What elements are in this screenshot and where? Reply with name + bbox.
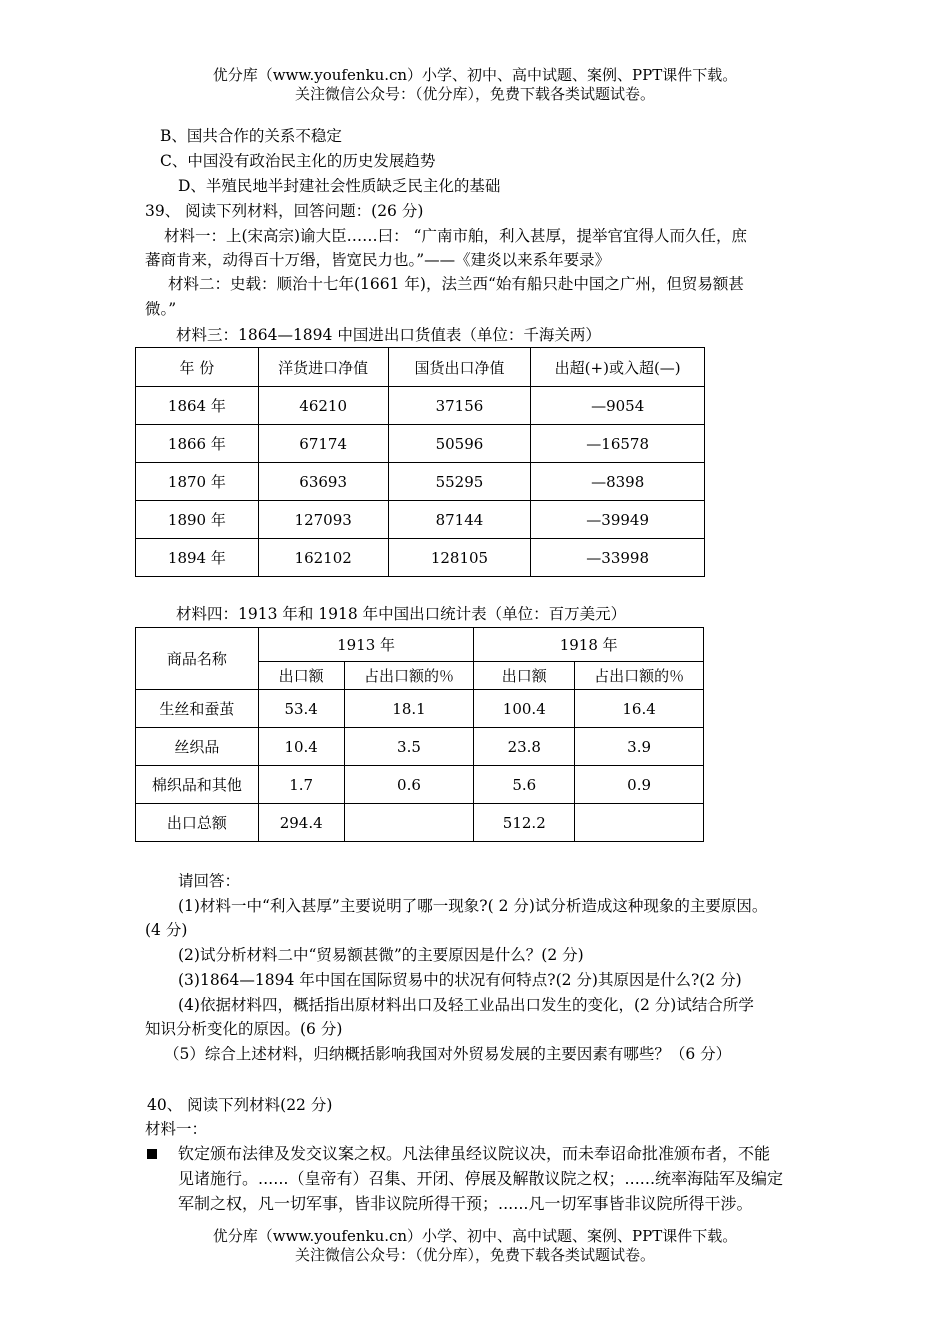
cell-export: 50596 [388, 425, 531, 463]
page-footer-line2: 关注微信公众号：（优分库），免费下载各类试题试卷。 [294, 1246, 655, 1264]
cell-value: 18.1 [344, 690, 474, 728]
cell-value: 10.4 [258, 728, 344, 766]
export-statistics-table [135, 627, 704, 842]
subquestion-5: （5）综合上述材料，归纳概括影响我国对外贸易发展的主要因素有哪些？（6 分） [164, 1045, 732, 1063]
q39-material3-caption: 材料三：1864—1894 中国进出口货值表（单位：千海关两） [176, 326, 601, 344]
cell-value: 0.6 [344, 766, 474, 804]
cell-commodity: 生丝和蚕茧 [136, 690, 259, 728]
subquestion-2: (2)试分析材料二中“贸易额甚微”的主要原因是什么？(2 分) [178, 946, 584, 964]
cell-import: 46210 [258, 387, 388, 425]
header-year: 年 份 [136, 348, 259, 387]
subquestion-3: (3)1864—1894 年中国在国际贸易中的状况有何特点?(2 分)其原因是什么?(2 分) [178, 971, 742, 989]
cell-value: 3.9 [575, 728, 704, 766]
cell-year: 1894 年 [136, 539, 259, 577]
cell-value [344, 804, 474, 842]
cell-import: 67174 [258, 425, 388, 463]
subquestion-1-line2: (4 分) [145, 921, 188, 939]
q40-bullet-line3: 军制之权，凡一切军事，皆非议院所得干预；......凡一切军事皆非议院所得干涉。 [178, 1194, 753, 1213]
table-row [136, 728, 704, 766]
cell-export: 55295 [388, 463, 531, 501]
subquestion-1-line1: (1)材料一中“利入甚厚”主要说明了哪一现象?( 2 分)试分析造成这种现象的主要原因。 [178, 897, 768, 915]
cell-import: 63693 [258, 463, 388, 501]
cell-export: 128105 [388, 539, 531, 577]
square-bullet-icon [147, 1149, 157, 1159]
header-balance: 出超(+)或入超(—) [531, 348, 705, 387]
cell-value: 512.2 [474, 804, 575, 842]
q39-title: 39、 阅读下列材料，回答问题：(26 分) [145, 202, 424, 220]
header-commodity: 商品名称 [136, 628, 259, 690]
cell-balance: —8398 [531, 463, 705, 501]
subheader-amount: 出口额 [258, 662, 344, 690]
q40-bullet-line1: 钦定颁布法律及发交议案之权。凡法律虽经议院议决，而未奉诏命批准颁布者，不能 [178, 1144, 771, 1163]
cell-commodity: 棉织品和其他 [136, 766, 259, 804]
table-header-row [136, 628, 704, 662]
cell-value: 16.4 [575, 690, 704, 728]
cell-value: 53.4 [258, 690, 344, 728]
cell-export: 87144 [388, 501, 531, 539]
cell-value: 3.5 [344, 728, 474, 766]
table-row [136, 690, 704, 728]
page-header-line2: 关注微信公众号：（优分库），免费下载各类试题试卷。 [294, 85, 655, 103]
table-row [136, 501, 705, 539]
q40-title: 40、 阅读下列材料(22 分) [147, 1096, 333, 1114]
table-row [136, 766, 704, 804]
cell-export: 37156 [388, 387, 531, 425]
q39-material1-line2: 蕃商肯来，动得百十万缗，皆宽民力也。”——《建炎以来系年要录》 [145, 251, 611, 269]
subquestion-4-line2: 知识分析变化的原因。(6 分) [145, 1020, 343, 1038]
cell-value: 1.7 [258, 766, 344, 804]
cell-value: 0.9 [575, 766, 704, 804]
q40-material1-label: 材料一： [145, 1120, 208, 1138]
subheader-percent: 占出口额的％ [575, 662, 704, 690]
cell-year: 1864 年 [136, 387, 259, 425]
cell-balance: —33998 [531, 539, 705, 577]
subheader-amount: 出口额 [474, 662, 575, 690]
cell-commodity: 出口总额 [136, 804, 259, 842]
q39-material2-line1: 材料二：史载：顺治十七年(1661 年)，法兰西“始有船只赴中国之广州，但贸易额甚 [168, 275, 744, 293]
q40-bullet-line2: 见诸施行。......（皇帝有）召集、开闭、停展及解散议院之权；......统率海陆军及编定 [178, 1169, 784, 1188]
cell-value: 5.6 [474, 766, 575, 804]
header-year-1918: 1918 年 [474, 628, 704, 662]
cell-import: 127093 [258, 501, 388, 539]
table-row [136, 804, 704, 842]
q39-material4-caption: 材料四：1913 年和 1918 年中国出口统计表（单位：百万美元） [176, 605, 627, 623]
cell-balance: —9054 [531, 387, 705, 425]
table-row [136, 425, 705, 463]
table-row [136, 539, 705, 577]
page-footer-line1: 优分库（www.youfenku.cn）小学、初中、高中试题、案例、PPT课件下载。 [212, 1227, 738, 1245]
cell-year: 1890 年 [136, 501, 259, 539]
cell-value: 100.4 [474, 690, 575, 728]
import-export-table [135, 347, 705, 577]
answer-label: 请回答： [178, 872, 241, 890]
subquestion-4-line1: (4)依据材料四，概括指出原材料出口及轻工业品出口发生的变化，(2 分)试结合所学 [178, 996, 754, 1014]
cell-balance: —39949 [531, 501, 705, 539]
table-row [136, 387, 705, 425]
header-export: 国货出口净值 [388, 348, 531, 387]
header-year-1913: 1913 年 [258, 628, 474, 662]
cell-commodity: 丝织品 [136, 728, 259, 766]
q39-material2-line2: 微。” [145, 300, 177, 318]
cell-balance: —16578 [531, 425, 705, 463]
header-import: 洋货进口净值 [258, 348, 388, 387]
table-row [136, 463, 705, 501]
cell-value: 294.4 [258, 804, 344, 842]
option-d: D、半殖民地半封建社会性质缺乏民主化的基础 [178, 177, 501, 195]
table-header-row [136, 348, 705, 387]
subheader-percent: 占出口额的％ [344, 662, 474, 690]
cell-year: 1866 年 [136, 425, 259, 463]
cell-import: 162102 [258, 539, 388, 577]
q39-material1-line1: 材料一：上(宋高宗)谕大臣……曰： “广南市舶，利入甚厚，提举官宜得人而久任，庶 [164, 227, 747, 245]
option-c: C、中国没有政治民主化的历史发展趋势 [160, 152, 436, 170]
cell-value [575, 804, 704, 842]
option-b: B、国共合作的关系不稳定 [160, 127, 342, 145]
cell-year: 1870 年 [136, 463, 259, 501]
cell-value: 23.8 [474, 728, 575, 766]
page-header-line1: 优分库（www.youfenku.cn）小学、初中、高中试题、案例、PPT课件下载。 [212, 66, 738, 84]
